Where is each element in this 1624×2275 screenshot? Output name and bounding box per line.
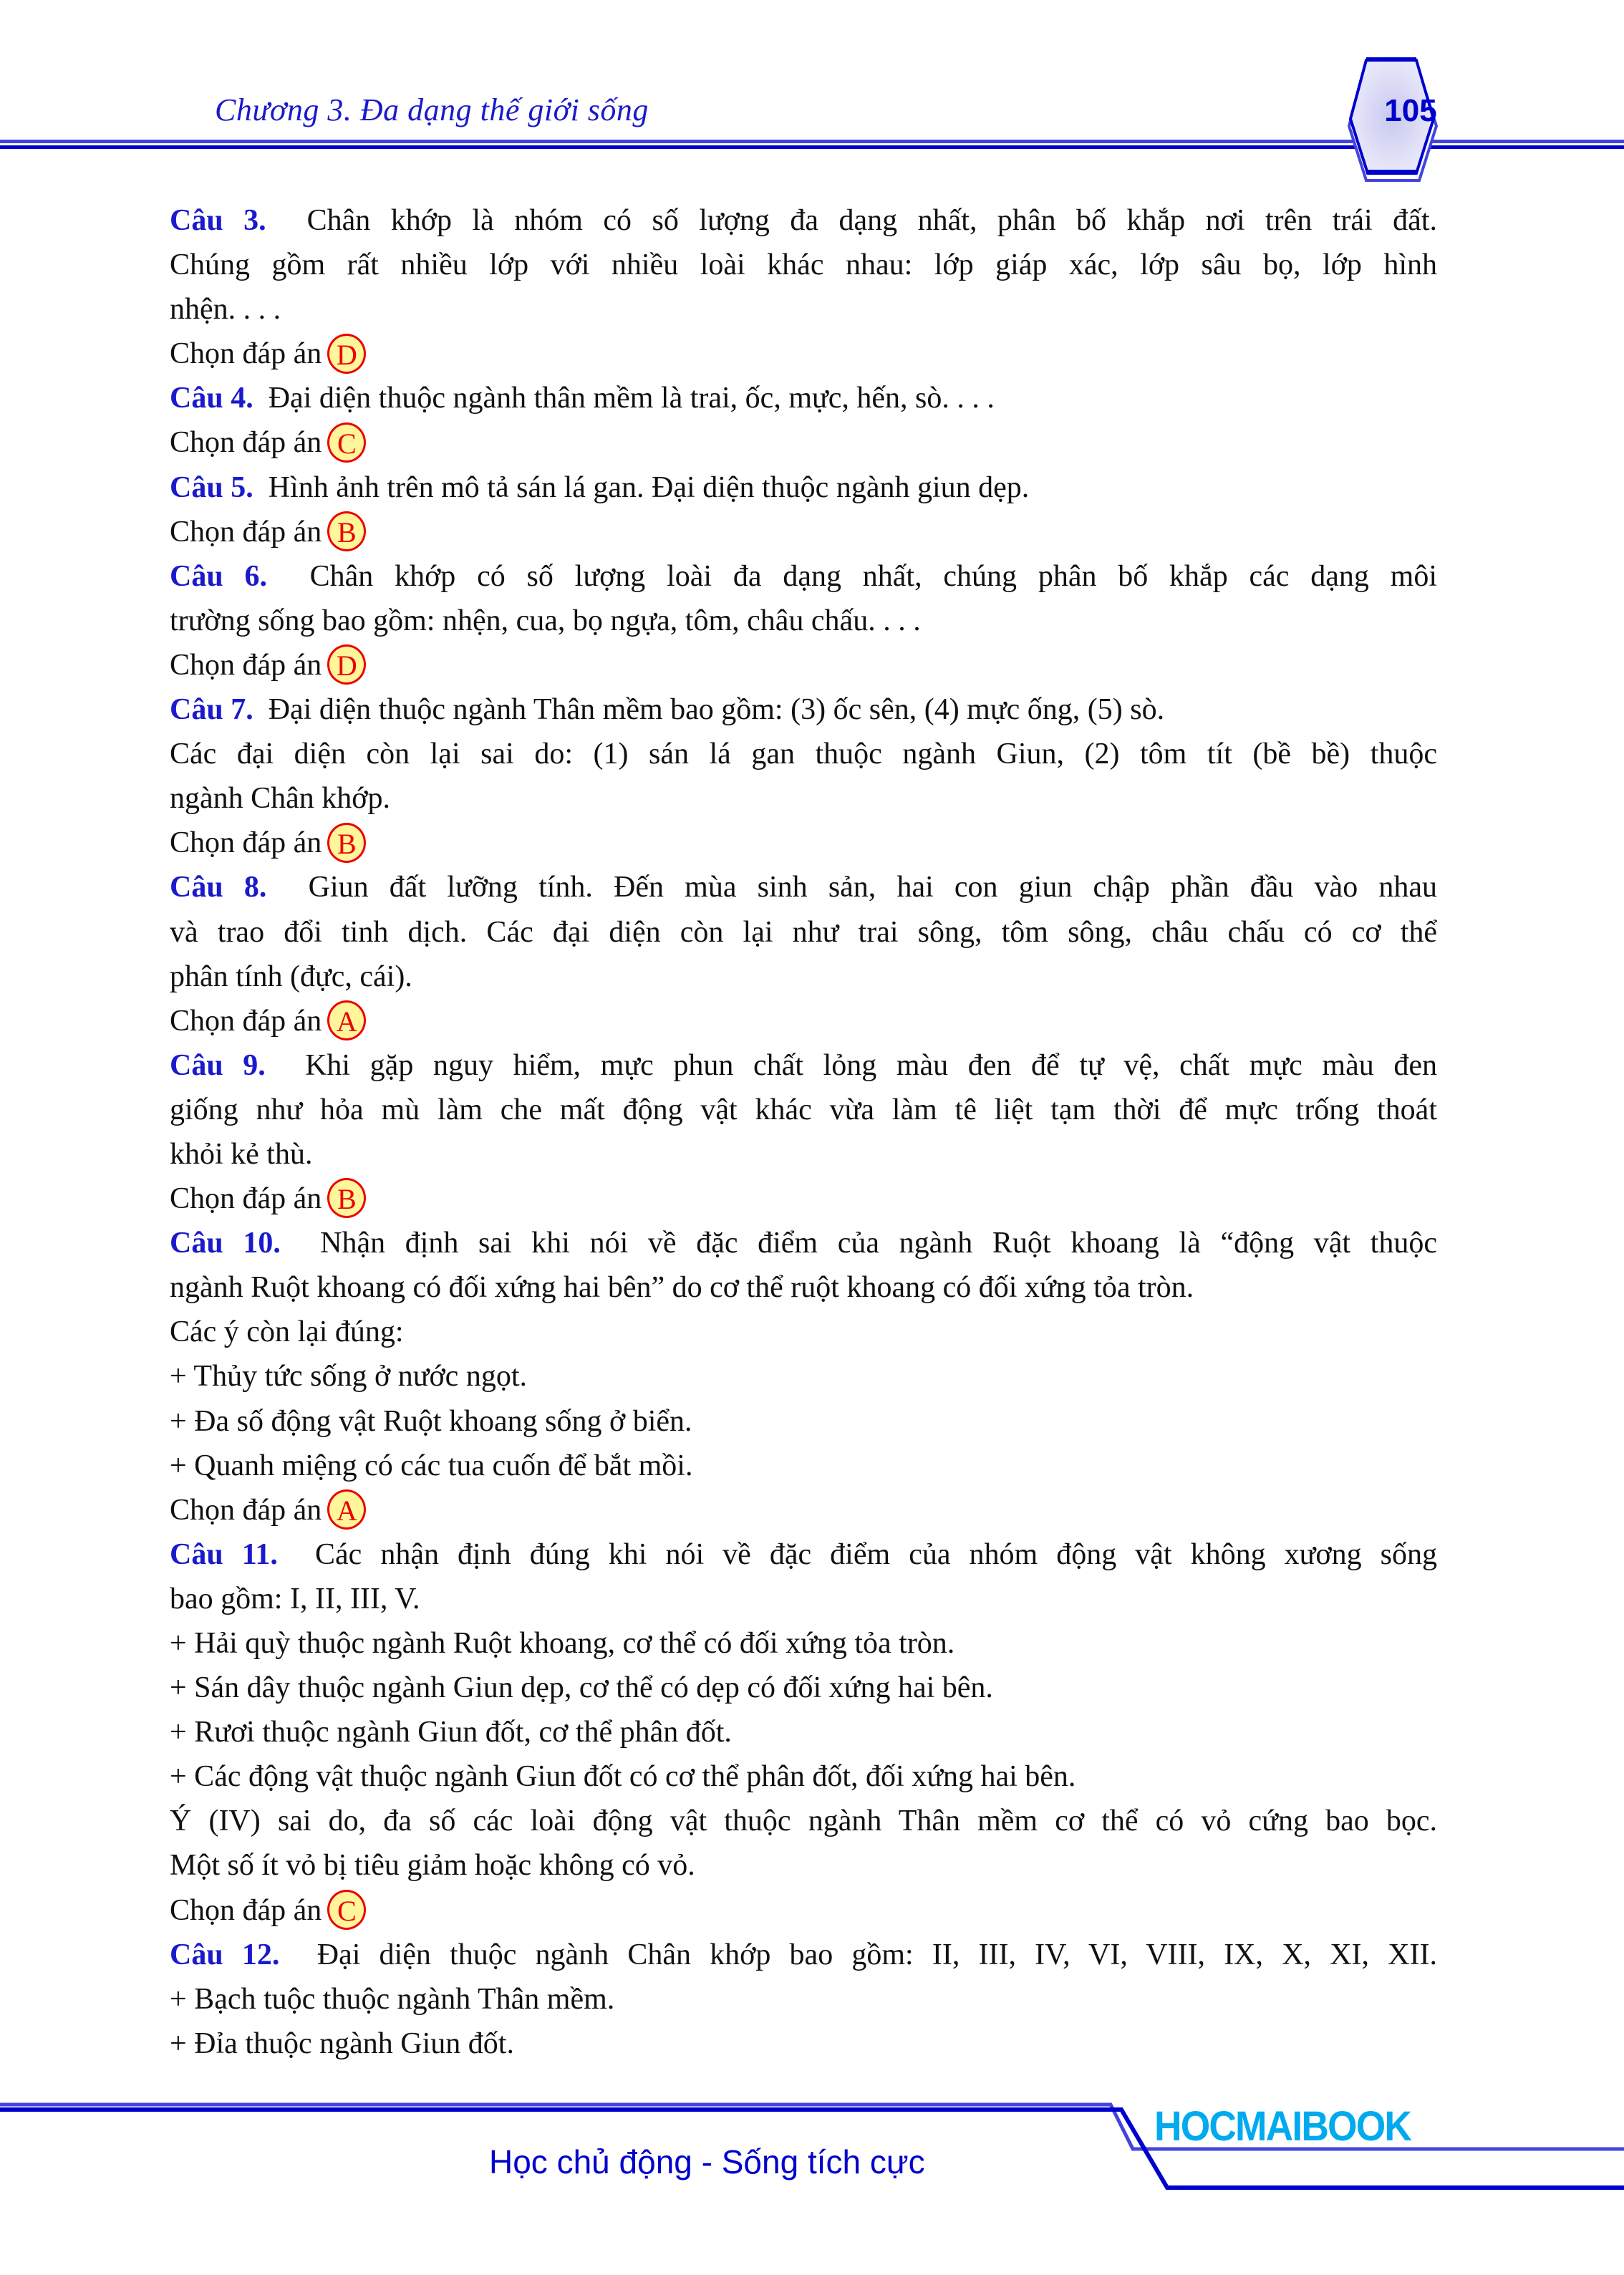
line-text: bao gồm: I, II, III, V. [170,1582,420,1615]
answer-line [170,332,1437,376]
answer-letter-badge: B [327,511,366,551]
text-line [170,599,1437,643]
answer-prefix: Chọn đáp án [170,1493,322,1527]
line-text: Giun đất lưỡng tính. Đến mùa sinh sản, hai con giun chập phần đầu vào nhau [308,871,1437,904]
question-label: Câu 4. [170,382,253,415]
text-line [170,2022,1437,2066]
line-text: + Đa số động vật Ruột khoang sống ở biển. [170,1404,692,1438]
text-line [170,1843,1437,1888]
text-line [170,732,1437,776]
question-line [170,465,1437,510]
answer-explanations [170,198,1437,2066]
text-line [170,1666,1437,1710]
answer-line [170,999,1437,1043]
line-text: + Quanh miệng có các tua cuốn để bắt mồi. [170,1449,693,1482]
text-line [170,1754,1437,1799]
text-line [170,1310,1437,1354]
answer-line [170,821,1437,865]
answer-prefix: Chọn đáp án [170,1004,322,1038]
answer-letter-badge: A [327,1489,366,1530]
question-label: Câu 8. [170,871,267,904]
text-line [170,1977,1437,2022]
line-text: + Đỉa thuộc ngành Giun đốt. [170,2027,514,2060]
line-text: Đại diện thuộc ngành Chân khớp bao gồm: II, III, IV, VI, VIII, IX, X, XI, XII. [316,1938,1437,1971]
question-line [170,865,1437,909]
answer-prefix: Chọn đáp án [170,1182,322,1216]
line-text: Chúng gồm rất nhiều lớp với nhiều loài khác nhau: lớp giáp xác, lớp sâu bọ, lớp hình [170,248,1437,282]
answer-letter-badge: B [327,1178,366,1218]
answer-line [170,420,1437,465]
text-line [170,1799,1437,1843]
answer-letter-badge: C [327,422,366,463]
text-line [170,1354,1437,1399]
question-label: Câu 11. [170,1537,278,1571]
question-line [170,687,1437,732]
line-text: Các nhận định đúng khi nói về đặc điểm của nhóm động vật không xương sống [315,1537,1437,1571]
line-text: Các ý còn lại đúng: [170,1315,404,1349]
question-label: Câu 10. [170,1227,281,1260]
line-text: + Thủy tức sống ở nước ngọt. [170,1360,527,1394]
text-line [170,1577,1437,1621]
question-label: Câu 12. [170,1938,280,1971]
question-line [170,1532,1437,1577]
line-text: + Các động vật thuộc ngành Giun đốt có cơ thể phân đốt, đối xứng hai bên. [170,1760,1076,1794]
text-line [170,1088,1437,1132]
question-line [170,1933,1437,1977]
text-line [170,1710,1437,1754]
line-text: Khi gặp nguy hiểm, mực phun chất lỏng màu đen để tự vệ, chất mực màu đen [305,1048,1437,1082]
line-text: ngành Chân khớp. [170,782,391,816]
answer-prefix: Chọn đáp án [170,426,322,460]
question-line [170,1043,1437,1088]
question-line [170,376,1437,420]
answer-prefix: Chọn đáp án [170,1893,322,1927]
chapter-title: Chương 3. Đa dạng thế giới sống [215,92,649,127]
question-line [170,554,1437,599]
line-text: phân tính (đực, cái). [170,960,412,993]
text-line [170,1444,1437,1488]
question-label: Câu 6. [170,559,267,593]
line-text: ngành Ruột khoang có đối xứng hai bên” do cơ thể ruột khoang có đối xứng tỏa tròn. [170,1271,1194,1305]
line-text: + Bạch tuộc thuộc ngành Thân mềm. [170,1982,615,2016]
footer-slogan: Học chủ động - Sống tích cực [489,2143,925,2180]
line-text: Chân khớp có số lượng loài đa dạng nhất, chúng phân bố khắp các dạng môi [309,559,1437,593]
line-text: Một số ít vỏ bị tiêu giảm hoặc không có vỏ. [170,1849,695,1883]
question-label: Câu 3. [170,204,266,237]
text-line [170,1621,1437,1666]
line-text: và trao đổi tinh dịch. Các đại diện còn lại như trai sông, tôm sông, châu chấu có cơ thể [170,915,1437,949]
answer-letter-badge: C [327,1890,366,1930]
line-text: Đại diện thuộc ngành thân mềm là trai, ốc, mực, hến, sò. . . . [268,382,995,415]
answer-line [170,643,1437,687]
answer-letter-badge: D [327,644,366,685]
line-text: + Sán dây thuộc ngành Giun dẹp, cơ thể có dẹp có đối xứng hai bên. [170,1671,993,1705]
text-line [170,955,1437,999]
answer-prefix: Chọn đáp án [170,826,322,860]
text-line [170,1399,1437,1444]
answer-line [170,510,1437,554]
text-line [170,243,1437,287]
text-line [170,1132,1437,1177]
line-text: Các đại diện còn lại sai do: (1) sán lá gan thuộc ngành Giun, (2) tôm tít (bề bề) thuộc [170,738,1437,771]
line-text: giống như hỏa mù làm che mất động vật khác vừa làm tê liệt tạm thời để mực trống thoát [170,1093,1437,1126]
line-text: Hình ảnh trên mô tả sán lá gan. Đại diện thuộc ngành giun dẹp. [268,470,1030,504]
line-text: + Hải quỳ thuộc ngành Ruột khoang, cơ thể có đối xứng tỏa tròn. [170,1627,955,1660]
text-line [170,910,1437,955]
question-line [170,1221,1437,1265]
line-text: khỏi kẻ thù. [170,1137,313,1171]
page-number: 105 [1384,93,1437,128]
answer-prefix: Chọn đáp án [170,648,322,682]
answer-line [170,1177,1437,1221]
answer-letter-badge: A [327,1000,366,1040]
hocmaibook-logo: HOCMAIBOOK [1154,2103,1411,2150]
line-text: trường sống bao gồm: nhện, cua, bọ ngựa, tôm, châu chấu. . . . [170,604,921,637]
text-line [170,1265,1437,1310]
answer-prefix: Chọn đáp án [170,515,322,549]
question-line [170,198,1437,243]
answer-line [170,1888,1437,1933]
answer-prefix: Chọn đáp án [170,337,322,371]
question-label: Câu 5. [170,470,253,504]
line-text: nhện. . . . [170,293,281,327]
text-line [170,287,1437,332]
text-line [170,776,1437,821]
answer-letter-badge: D [327,334,366,374]
line-text: Chân khớp là nhóm có số lượng đa dạng nhất, phân bố khắp nơi trên trái đất. [306,204,1437,237]
line-text: Nhận định sai khi nói về đặc điểm của ngành Ruột khoang là “động vật thuộc [320,1227,1437,1260]
answer-line [170,1488,1437,1532]
question-label: Câu 7. [170,693,253,727]
question-label: Câu 9. [170,1048,266,1082]
line-text: Ý (IV) sai do, đa số các loài động vật thuộc ngành Thân mềm cơ thể có vỏ cứng bao bọc. [170,1805,1437,1838]
answer-letter-badge: B [327,823,366,863]
line-text: Đại diện thuộc ngành Thân mềm bao gồm: (3) ốc sên, (4) mực ống, (5) sò. [268,693,1165,727]
line-text: + Rươi thuộc ngành Giun đốt, cơ thể phân đốt. [170,1716,732,1749]
